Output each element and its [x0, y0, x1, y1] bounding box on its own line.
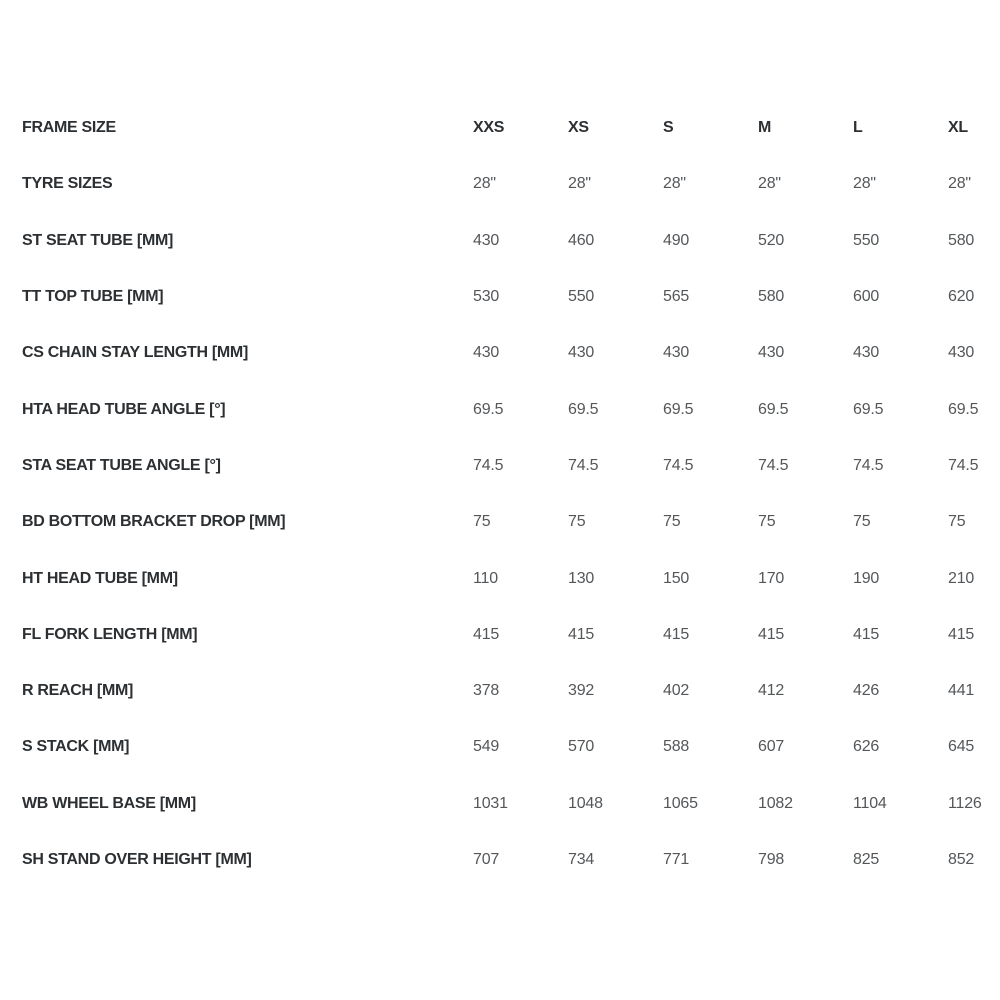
cell-value: 1126 [948, 794, 982, 812]
cell-value: 430 [568, 344, 595, 362]
row-label: HT HEAD TUBE [MM] [22, 569, 178, 587]
cell-value: 74.5 [473, 456, 504, 474]
cell-value: 549 [473, 738, 500, 756]
row-label: CS CHAIN STAY LENGTH [MM] [22, 344, 248, 362]
cell-value: 430 [758, 344, 785, 362]
cell-value: 570 [568, 738, 595, 756]
row-label-frame-size: FRAME SIZE [22, 119, 116, 137]
row-label: WB WHEEL BASE [MM] [22, 794, 196, 812]
table-row [22, 438, 1000, 494]
cell-value: 74.5 [568, 456, 599, 474]
cell-value: 1031 [473, 794, 508, 812]
cell-value: 28" [948, 175, 971, 193]
cell-value: 130 [568, 569, 595, 587]
cell-value: 734 [568, 851, 595, 868]
cell-value: 75 [853, 513, 871, 531]
cell-value: 28" [568, 175, 591, 193]
cell-value: 110 [473, 569, 498, 587]
column-header: M [758, 119, 772, 137]
cell-value: 415 [473, 625, 500, 643]
cell-value: 75 [568, 513, 586, 531]
row-label: SH STAND OVER HEIGHT [MM] [22, 851, 252, 868]
cell-value: 28" [758, 175, 781, 193]
cell-value: 530 [473, 288, 500, 306]
cell-value: 74.5 [853, 456, 884, 474]
table-row [22, 663, 1000, 719]
cell-value: 1104 [853, 794, 887, 812]
cell-value: 430 [473, 231, 500, 249]
cell-value: 412 [758, 682, 785, 700]
table-row [22, 607, 1000, 663]
cell-value: 69.5 [473, 400, 504, 418]
row-label: S STACK [MM] [22, 738, 130, 756]
cell-value: 378 [473, 682, 500, 700]
cell-value: 28" [853, 175, 876, 193]
table-row [22, 719, 1000, 775]
cell-value: 75 [758, 513, 776, 531]
cell-value: 588 [663, 738, 690, 756]
row-label: TT TOP TUBE [MM] [22, 288, 164, 306]
cell-value: 1082 [758, 794, 793, 812]
column-header: S [663, 119, 674, 137]
cell-value: 430 [473, 344, 500, 362]
cell-value: 580 [758, 288, 785, 306]
table-row [22, 100, 1000, 156]
cell-value: 392 [568, 682, 595, 700]
cell-value: 626 [853, 738, 880, 756]
cell-value: 707 [473, 851, 500, 868]
table-row [22, 381, 1000, 437]
cell-value: 1048 [568, 794, 603, 812]
geometry-table [22, 100, 1000, 888]
cell-value: 550 [853, 231, 880, 249]
cell-value: 75 [663, 513, 681, 531]
cell-value: 69.5 [758, 400, 789, 418]
table-row [22, 213, 1000, 269]
cell-value: 430 [948, 344, 975, 362]
cell-value: 74.5 [948, 456, 979, 474]
cell-value: 460 [568, 231, 595, 249]
cell-value: 550 [568, 288, 595, 306]
table-row [22, 494, 1000, 550]
cell-value: 69.5 [948, 400, 979, 418]
row-label: HTA HEAD TUBE ANGLE [°] [22, 400, 226, 418]
cell-value: 69.5 [663, 400, 694, 418]
cell-value: 170 [758, 569, 785, 587]
cell-value: 1065 [663, 794, 698, 812]
column-header: XS [568, 119, 589, 137]
row-label: TYRE SIZES [22, 175, 113, 193]
cell-value: 620 [948, 288, 975, 306]
cell-value: 75 [948, 513, 966, 531]
cell-value: 190 [853, 569, 880, 587]
cell-value: 852 [948, 851, 975, 868]
cell-value: 565 [663, 288, 690, 306]
cell-value: 415 [568, 625, 595, 643]
row-label: STA SEAT TUBE ANGLE [°] [22, 456, 221, 474]
cell-value: 607 [758, 738, 785, 756]
cell-value: 28" [473, 175, 496, 193]
cell-value: 645 [948, 738, 975, 756]
cell-value: 69.5 [568, 400, 599, 418]
cell-value: 415 [948, 625, 975, 643]
cell-value: 441 [948, 682, 975, 700]
cell-value: 430 [663, 344, 690, 362]
cell-value: 415 [853, 625, 880, 643]
cell-value: 490 [663, 231, 690, 249]
cell-value: 75 [473, 513, 491, 531]
cell-value: 402 [663, 682, 690, 700]
cell-value: 74.5 [758, 456, 789, 474]
column-header: L [853, 119, 863, 137]
cell-value: 150 [663, 569, 690, 587]
cell-value: 415 [663, 625, 690, 643]
cell-value: 771 [663, 851, 690, 868]
cell-value: 430 [853, 344, 880, 362]
cell-value: 415 [758, 625, 785, 643]
column-header: XXS [473, 119, 505, 137]
column-header: XL [948, 119, 968, 137]
table-row [22, 156, 1000, 212]
row-label: ST SEAT TUBE [MM] [22, 231, 174, 249]
row-label: R REACH [MM] [22, 682, 134, 700]
table-row [22, 832, 1000, 888]
table-row [22, 325, 1000, 381]
table-row [22, 269, 1000, 325]
cell-value: 580 [948, 231, 975, 249]
cell-value: 426 [853, 682, 880, 700]
cell-value: 74.5 [663, 456, 694, 474]
cell-value: 69.5 [853, 400, 884, 418]
cell-value: 825 [853, 851, 880, 868]
cell-value: 520 [758, 231, 785, 249]
table-row [22, 776, 1000, 832]
cell-value: 798 [758, 851, 785, 868]
row-label: BD BOTTOM BRACKET DROP [MM] [22, 513, 286, 531]
table-row [22, 550, 1000, 606]
cell-value: 210 [948, 569, 975, 587]
cell-value: 28" [663, 175, 686, 193]
row-label: FL FORK LENGTH [MM] [22, 625, 198, 643]
cell-value: 600 [853, 288, 880, 306]
